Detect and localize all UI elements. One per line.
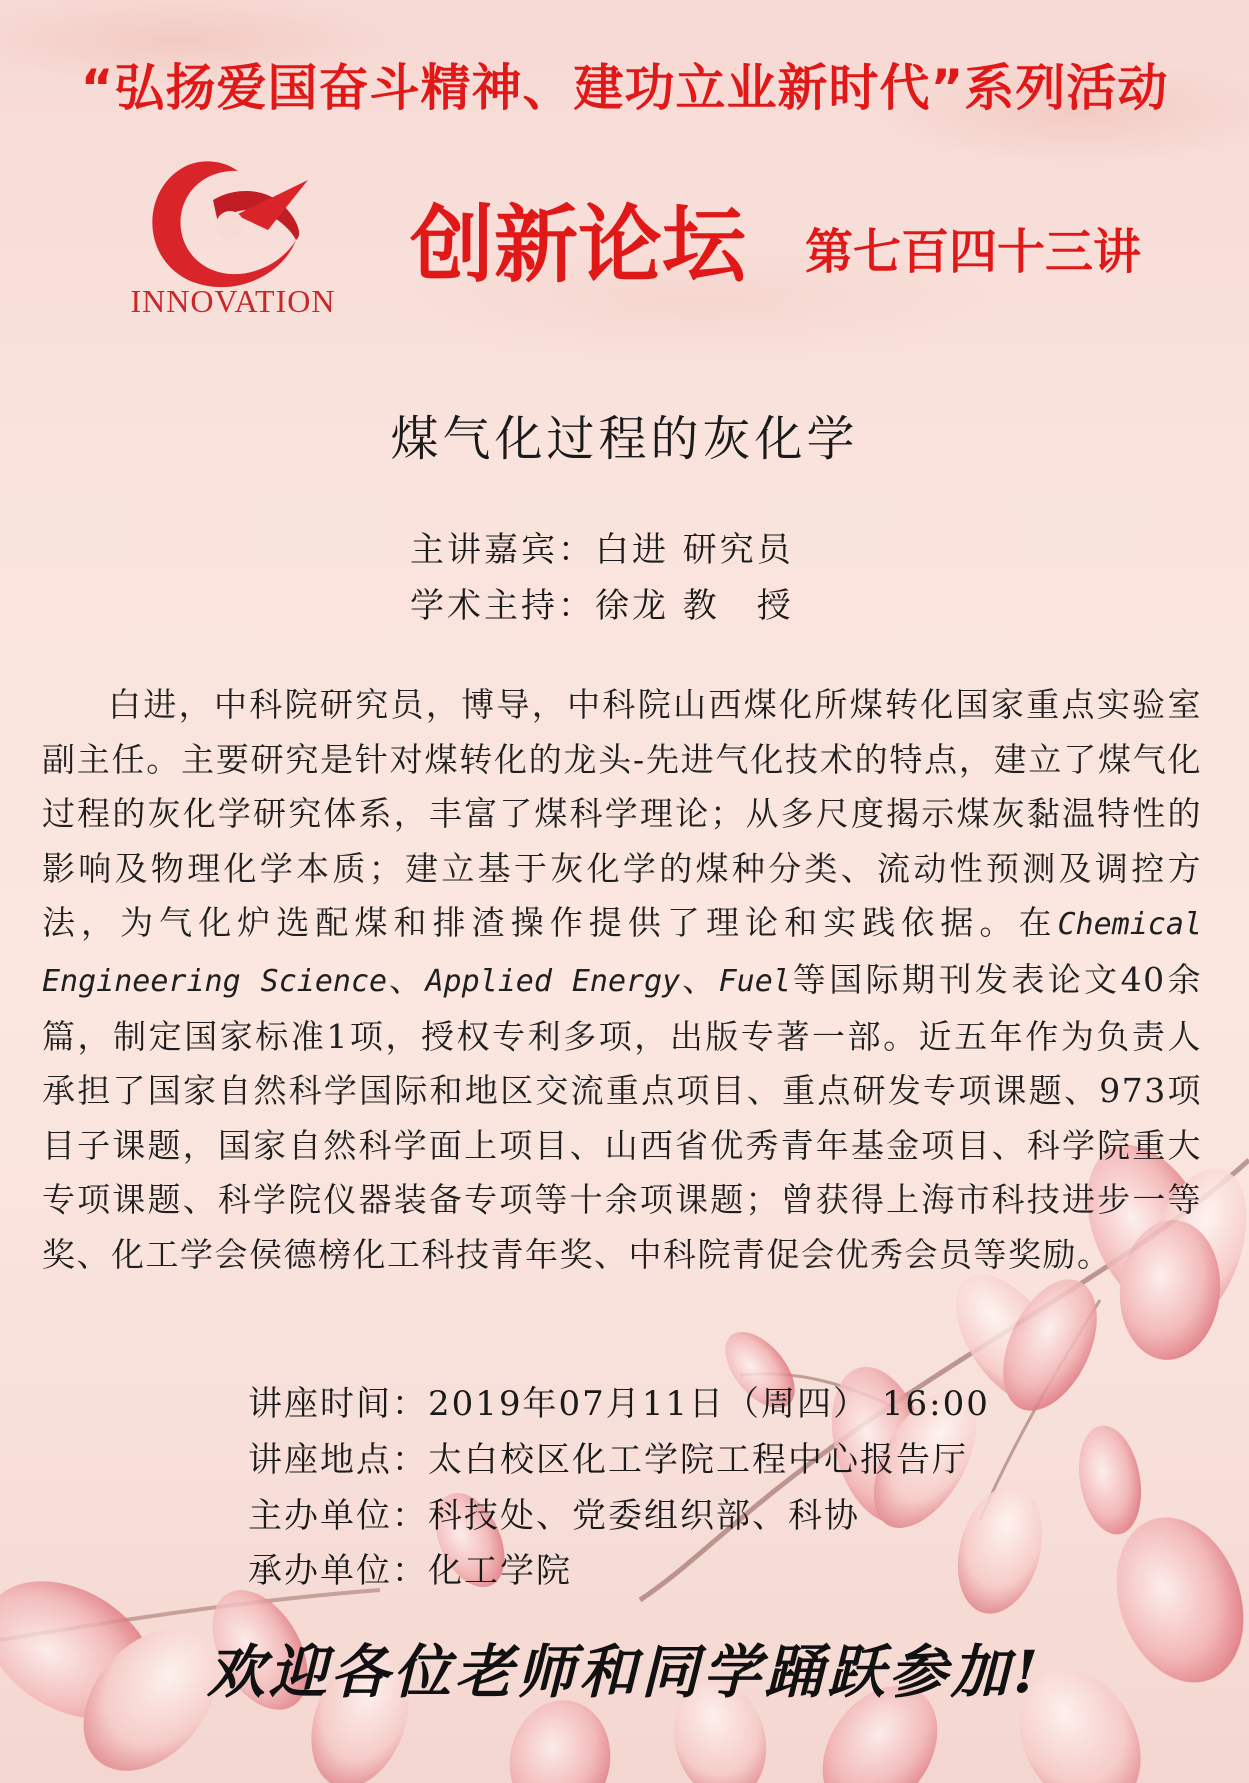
journal-name: Applied Energy xyxy=(425,963,681,999)
logo-text: INNOVATION xyxy=(130,283,336,319)
bio-text-part1: 白进，中科院研究员，博导，中科院山西煤化所煤转化国家重点实验室副主任。主要研究是针对煤转化的龙头-先进气化技术的特点，建立了煤气化过程的灰化学研究体系，丰富了煤科学理论；从多尺度揭示煤灰黏温特性的影响及物理化学本质；建立基于灰化学的煤种分类、流动性预测及调控方法，为气化炉选配煤和排渣操作提供了理论和实践依据。在 xyxy=(42,685,1202,943)
speaker-line: 主讲嘉宾：白进 研究员 xyxy=(410,530,794,570)
talk-title: 煤气化过程的灰化学 xyxy=(390,411,859,467)
bio-separator: 、 xyxy=(387,959,426,999)
speaker-bio xyxy=(42,678,1202,1283)
lecture-place: 讲座地点：太白校区化工学院工程中心报告厅 xyxy=(248,1440,968,1480)
bio-text-part2: 等国际期刊发表论文40余篇，制定国家标准1项，授权专利多项，出版专著一部。近五年作为负责人承担了国家自然科学国际和地区交流重点项目、重点研发专项课题、973项目子课题，国家自然科学面上项目、山西省优秀青年基金项目、科学院重大专项课题、科学院仪器装备专项等十余项课题；曾获得上海市科技进步一等奖、化工学会侯德榜化工科技青年奖、中科院青促会优秀会员等奖励。 xyxy=(42,959,1203,1274)
host-line: 学术主持：徐龙 教 授 xyxy=(410,586,794,626)
organizer: 主办单位：科技处、党委组织部、科协 xyxy=(248,1496,860,1536)
forum-title: 创新论坛 xyxy=(410,196,747,294)
journal-name: Chemical Engineering Science xyxy=(42,907,1202,999)
welcome-message: 欢迎各位老师和同学踊跃参加! xyxy=(206,1638,1043,1706)
lecture-time: 讲座时间：2019年07月11日（周四） 16:00 xyxy=(248,1384,990,1424)
host-unit: 承办单位：化工学院 xyxy=(248,1551,572,1591)
lecture-number: 第七百四十三讲 xyxy=(805,224,1142,280)
series-banner: “弘扬爱国奋斗精神、建功立业新时代”系列活动 xyxy=(80,59,1169,117)
journal-name: Fuel xyxy=(718,963,791,999)
bio-separator: 、 xyxy=(680,959,719,999)
